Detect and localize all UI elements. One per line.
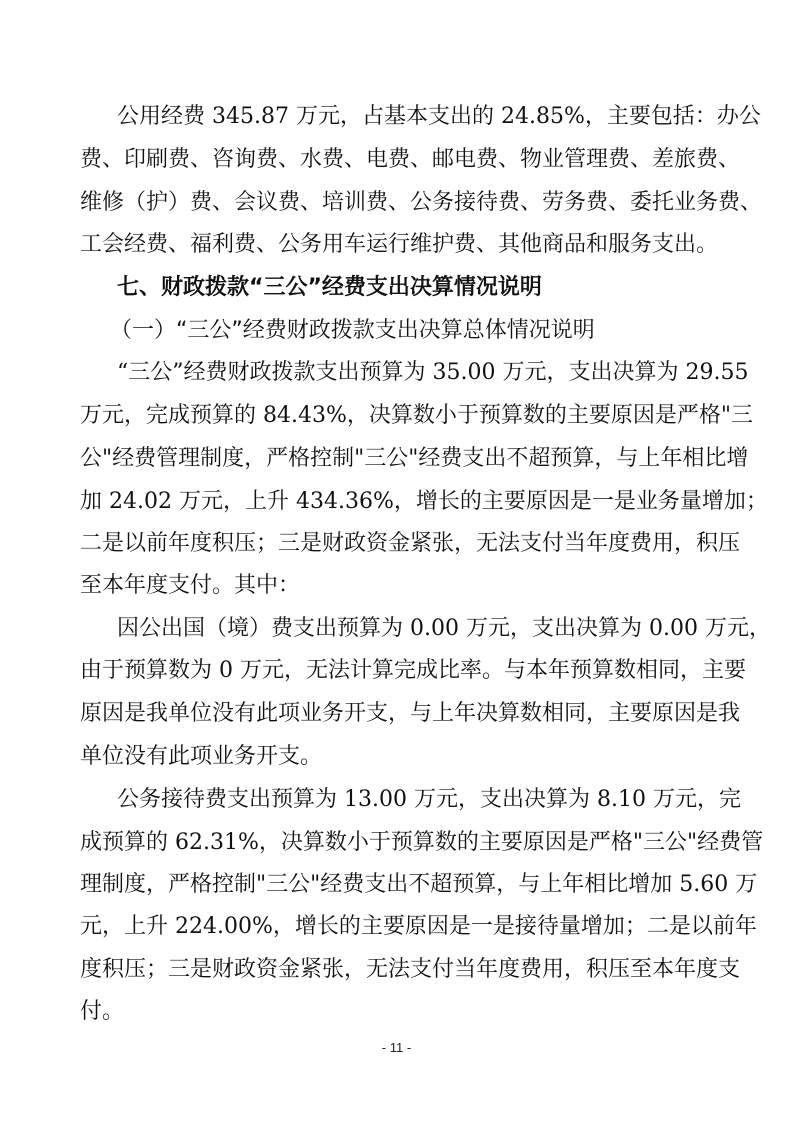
text-line: “三公”经费财政拨款支出预算为 35.00 万元，支出决算为 29.55 <box>117 360 749 385</box>
text-line: 由于预算数为 0 万元，无法计算完成比率。与本年预算数相同，主要 <box>80 658 746 683</box>
text-line: 至本年度支付。其中： <box>80 573 301 598</box>
text-line: 二是以前年度积压；三是财政资金紧张，无法支付当年度费用，积压 <box>80 531 741 556</box>
text-line: 费、印刷费、咨询费、水费、电费、邮电费、物业管理费、差旅费、 <box>80 147 741 172</box>
text-line: 加 24.02 万元，上升 434.36%，增长的主要原因是一是业务量增加； <box>80 489 768 514</box>
text-line: 度积压；三是财政资金紧张，无法支付当年度费用，积压至本年度支 <box>80 957 741 982</box>
text-line: 公"经费管理制度，严格控制"三公"经费支出不超预算，与上年相比增 <box>80 446 749 471</box>
section-heading: 七、财政拨款“三公”经费支出决算情况说明 <box>117 275 542 300</box>
text-line: 维修（护）费、会议费、培训费、公务接待费、劳务费、委托业务费、 <box>80 190 763 215</box>
text-line: 单位没有此项业务开支。 <box>80 744 323 769</box>
text-line: 工会经费、福利费、公务用车运行维护费、其他商品和服务支出。 <box>80 232 719 257</box>
text-line: 公用经费 345.87 万元，占基本支出的 24.85%，主要包括：办公 <box>117 104 761 129</box>
text-line: 成预算的 62.31%，决算数小于预算数的主要原因是严格"三公"经费管 <box>80 830 764 855</box>
text-line: 万元，完成预算的 84.43%，决算数小于预算数的主要原因是严格"三 <box>80 403 753 428</box>
text-line: 付。 <box>80 999 125 1024</box>
subsection-heading: （一）“三公”经费财政拨款支出决算总体情况说明 <box>110 318 595 343</box>
text-line: 公务接待费支出预算为 13.00 万元，支出决算为 8.10 万元，完 <box>117 787 741 812</box>
page-number: - 11 - <box>381 1040 412 1055</box>
text-line: 原因是我单位没有此项业务开支，与上年决算数相同，主要原因是我 <box>80 701 741 726</box>
text-line: 元，上升 224.00%，增长的主要原因是一是接待量增加；二是以前年 <box>80 914 757 939</box>
text-line: 因公出国（境）费支出预算为 0.00 万元，支出决算为 0.00 万元， <box>117 616 771 641</box>
text-line: 理制度，严格控制"三公"经费支出不超预算，与上年相比增加 5.60 万 <box>80 872 758 897</box>
